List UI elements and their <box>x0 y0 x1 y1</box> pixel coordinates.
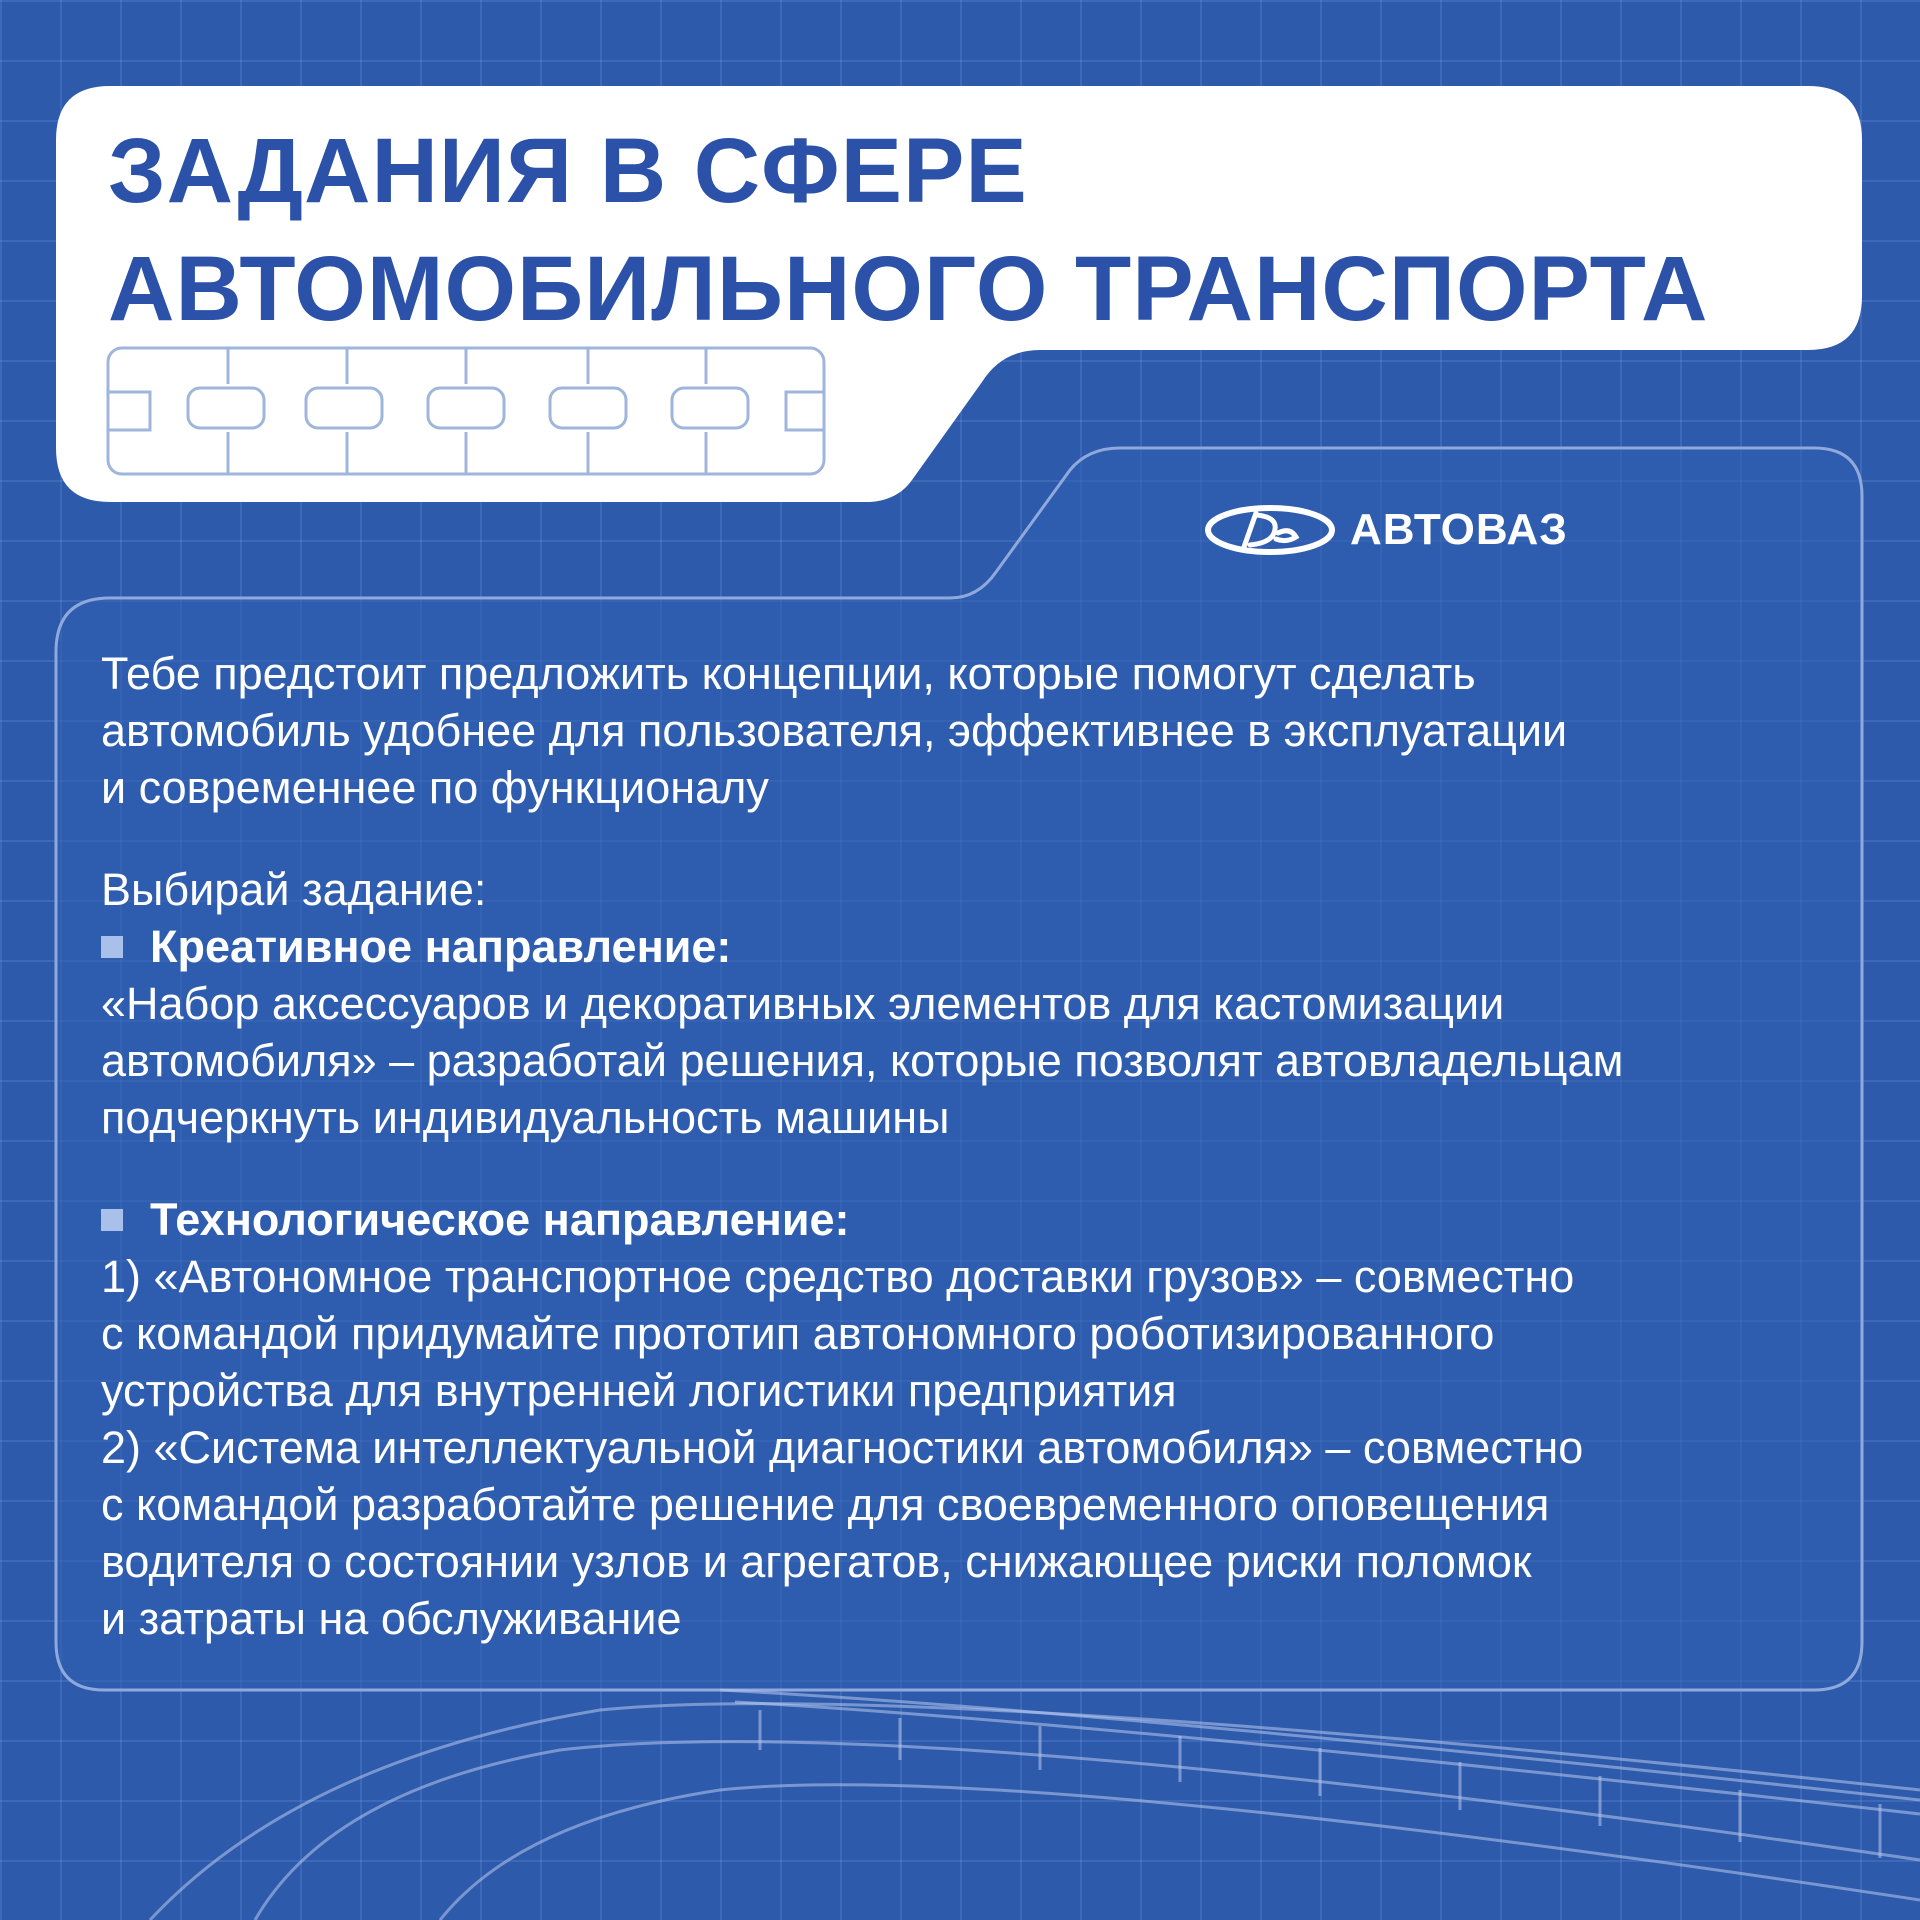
creative-line: «Набор аксессуаров и декоративных элементов для кастомизации <box>101 978 1505 1029</box>
road-illustration <box>150 1690 1920 1920</box>
creative-heading <box>101 918 1841 975</box>
title-line-1: ЗАДАНИЯ В СФЕРЕ <box>108 120 1028 222</box>
logo-text: АВТОВАЗ <box>1350 505 1568 554</box>
tech-heading-text: Технологическое направление: <box>150 1194 850 1245</box>
creative-line: автомобиля» – разработай решения, которые позволят автовладельцам <box>101 1035 1624 1086</box>
creative-heading-text: Креативное направление: <box>150 921 732 972</box>
intro-line: и современнее по функционалу <box>101 762 769 813</box>
tech-line: и затраты на обслуживание <box>101 1593 682 1644</box>
tech-heading <box>101 1191 1841 1248</box>
avtovaz-logo <box>1204 498 1568 562</box>
tech-line: водителя о состоянии узлов и агрегатов, снижающее риски поломок <box>101 1536 1532 1587</box>
square-bullet-icon <box>101 1209 123 1231</box>
tech-line: устройства для внутренней логистики предприятия <box>101 1365 1177 1416</box>
intro-line: Тебе предстоит предложить концепции, которые помогут сделать <box>101 648 1476 699</box>
square-bullet-icon <box>101 936 123 958</box>
title-line-2: АВТОМОБИЛЬНОГО ТРАНСПОРТА <box>108 238 1709 340</box>
intro-line: автомобиль удобнее для пользователя, эффективнее в эксплуатации <box>101 705 1568 756</box>
tech-line: с командой разработайте решение для своевременного оповещения <box>101 1479 1550 1530</box>
lada-boat-icon <box>1204 503 1336 557</box>
page-title <box>108 112 1709 348</box>
creative-line: подчеркнуть индивидуальность машины <box>101 1092 950 1143</box>
task-description <box>101 645 1841 1647</box>
tech-line: 2) «Система интеллектуальной диагностики автомобиля» – совместно <box>101 1422 1584 1473</box>
choose-label: Выбирай задание: <box>101 864 487 915</box>
tech-line: 1) «Автономное транспортное средство доставки грузов» – совместно <box>101 1251 1575 1302</box>
tech-line: с командой придумайте прототип автономного роботизированного <box>101 1308 1495 1359</box>
